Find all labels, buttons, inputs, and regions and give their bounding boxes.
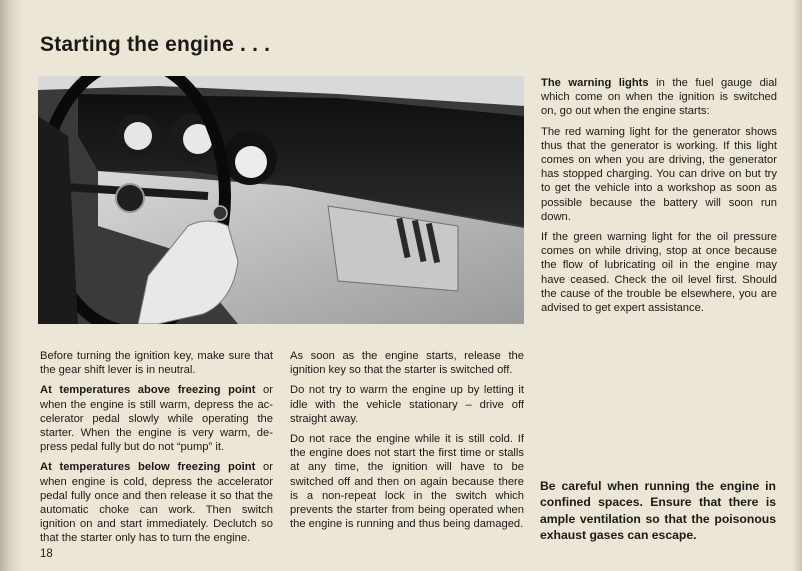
paragraph-do-not-race: Do not race the engine while it is still cold. If the engine does not start the first time or stalls at any time, the ignition will have to be switched off and then on again because there is a non-repeat lock in the switch which prevents the starter from being operated when the engine is running and thus being damaged.	[290, 433, 524, 531]
page-title: Starting the engine . . .	[40, 33, 271, 56]
ventilation-warning: Be careful when running the engine in confined spaces. Ensure that there is ample ventilation so that the poisonous exhaust gases can escape.	[540, 479, 776, 542]
text-column-1	[40, 349, 273, 552]
heading-above-freezing: At temperatures above freezing point	[40, 384, 256, 397]
book-spine-shadow	[0, 0, 22, 571]
paragraph-above-freezing	[40, 383, 273, 454]
heading-below-freezing: At temperatures below freezing point	[40, 461, 256, 474]
paragraph-neutral: Before turning the ignition key, make sure that the gear shift lever is in neutral.	[40, 350, 273, 377]
dashboard-photo	[38, 76, 524, 324]
body-below-freezing: or when engine is cold, depress the accelerator pedal fully once and then release it so that the automatic choke can work. Then switch ignition on and start immediately. Declutch so that the starter only has to turn the engine.	[40, 461, 273, 545]
page-edge	[792, 0, 802, 571]
text-column-3	[541, 76, 777, 321]
body-above-freezing: or when the engine is still warm, depress the accelerator pedal slowly while operating the starter. When the engine is very warm, depress pedal fully but do not “pump” it.	[40, 384, 273, 454]
paragraph-green-light: If the green warning light for the oil pressure comes on while driving, stop at once because the flow of lubricating oil in the engine may have ceased. Check the oil level first. Should the cause of the trouble be elsewhere, you are advised to get expert assistance.	[541, 231, 777, 315]
paragraph-release-key: As soon as the engine starts, release the ignition key so that the starter is switched off.	[290, 350, 524, 377]
dashboard-illustration	[38, 76, 524, 324]
paragraph-warm-up: Do not try to warm the engine up by letting it idle with the vehicle stationary – drive off straight away.	[290, 384, 524, 425]
paragraph-warning-lights	[541, 76, 777, 119]
paragraph-below-freezing	[40, 460, 273, 545]
paragraph-red-light: The red warning light for the generator shows thus that the generator is working. If this light comes on when you are driving, the generator has stopped charging. You can drive on but try to get the vehicle into a workshop as soon as possible because the battery will soon run down.	[541, 125, 777, 223]
text-column-2	[290, 349, 524, 537]
heading-warning-lights: The warning lights	[541, 77, 649, 89]
page-number: 18	[40, 548, 53, 560]
body-warning-lights: in the fuel gauge dial which come on when the ignition is switched on, go out when the engine starts:	[541, 77, 777, 118]
